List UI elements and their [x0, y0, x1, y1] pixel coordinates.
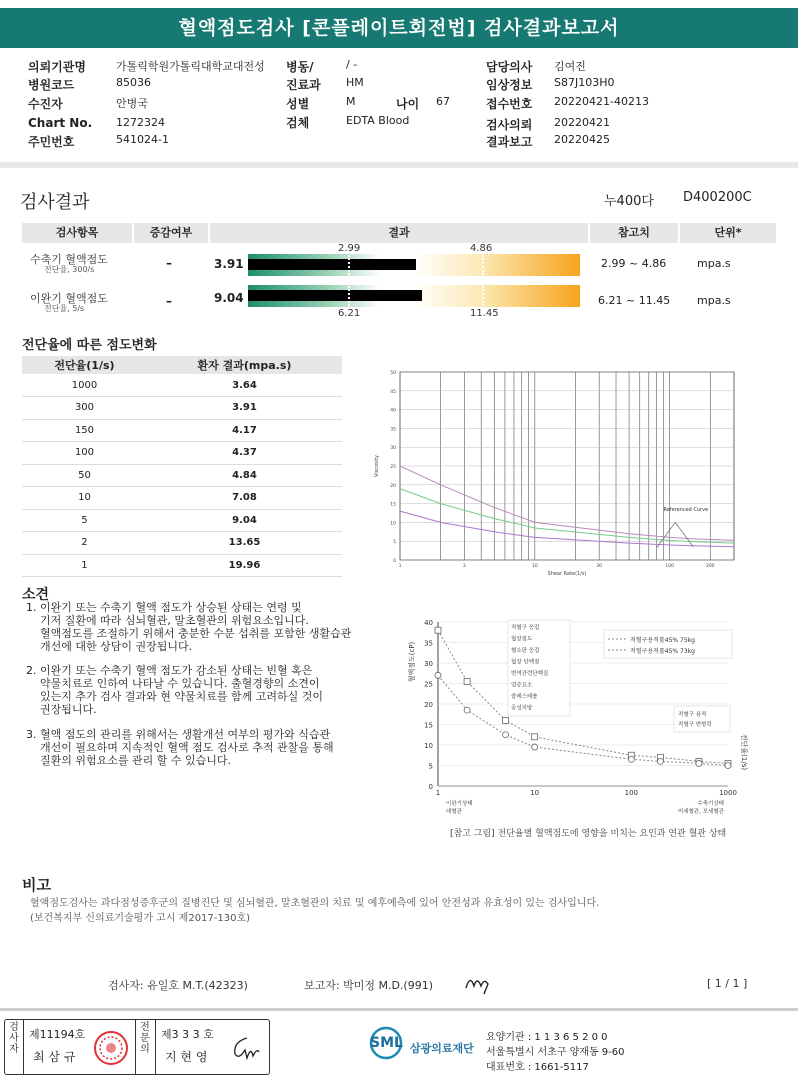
- shear-rate-cell: 150: [22, 419, 147, 442]
- row2-flag: –: [166, 294, 172, 308]
- data-point: [725, 763, 731, 769]
- value-ward: / -: [346, 58, 358, 71]
- row2-reference: 6.21 ~ 11.45: [598, 294, 671, 307]
- row2-sub: 전단율, 5/s: [44, 304, 85, 313]
- logo-text: SML: [370, 1035, 403, 1051]
- test-code: D400200C: [683, 190, 752, 205]
- y-tick-label: 50: [390, 371, 396, 376]
- value-department: HM: [346, 76, 364, 89]
- note-heading: 비고: [22, 876, 51, 894]
- label-ward: 병동/: [286, 60, 314, 74]
- remark-item: [26, 601, 351, 653]
- x-tick-label: 1: [435, 789, 441, 797]
- footer-separator: [0, 1008, 798, 1011]
- shear-rate-cell: 5: [22, 509, 147, 532]
- row1-flag: –: [166, 256, 172, 270]
- shear-rate-cell: 300: [22, 397, 147, 420]
- factor-item: 적혈구 용적: [678, 712, 707, 718]
- y-tick-label: 40: [390, 408, 396, 414]
- label-sex: 성별: [286, 97, 310, 111]
- factor-item: 혈소판 응집: [511, 648, 540, 654]
- label-specimen: 검체: [286, 116, 310, 130]
- results-heading: 검사결과: [20, 192, 90, 213]
- value-clinical-info: S87J103H0: [554, 76, 615, 89]
- factor-box-2: [674, 706, 730, 732]
- label-report-date: 결과보고: [486, 135, 533, 149]
- factor-item: 콜레스테롤: [511, 694, 538, 700]
- remark-line: 질환의 위험요소를 관리 할 수 있습니다.: [40, 754, 231, 767]
- tester-signature: 검사자: 유일호 M.T.(42323): [108, 979, 248, 992]
- header-unit: 단위*: [680, 223, 776, 243]
- label-clinical-info: 임상정보: [486, 78, 533, 92]
- y-tick-label: 25: [424, 680, 433, 689]
- data-point: [435, 672, 441, 678]
- row1-high-marker: [482, 255, 484, 275]
- y-tick-label: 40: [424, 619, 433, 627]
- y-tick-label: 10: [424, 742, 433, 750]
- value-receipt-no: 20220421-40213: [554, 95, 649, 108]
- x-axis-label: Shear Rate(1/s): [547, 571, 587, 577]
- y-tick-label: 35: [390, 427, 396, 433]
- shear-rate-cell: 50: [22, 464, 147, 487]
- remark-item: [26, 664, 323, 716]
- y-tick-label: 20: [390, 483, 396, 489]
- separator: [0, 162, 798, 168]
- reference-curve-label: Referenced Curve: [663, 507, 709, 514]
- series-line: [400, 466, 734, 540]
- row1-low-marker: [348, 255, 350, 275]
- label-institution: 의뢰기관명: [28, 60, 86, 74]
- data-point: [657, 758, 663, 764]
- red-seal-icon: [93, 1030, 129, 1066]
- shear-col-rate: 전단율(1/s): [22, 356, 147, 374]
- y-tick-label: 20: [424, 701, 433, 709]
- page-number: [ 1 / 1 ]: [707, 977, 748, 990]
- x-tick-label: 10: [531, 564, 538, 569]
- note-line-1: 혈액점도검사는 과다점성증후군의 질병진단 및 심뇌혈관, 말초혈관의 치료 및 예후예측에 있어 안전성과 유효성이 있는 검사입니다.: [30, 898, 600, 909]
- patient-result-cell: 4.37: [147, 442, 342, 465]
- patient-result-cell: 9.04: [147, 509, 342, 532]
- specialist-name: 지 현 영: [165, 1050, 208, 1064]
- row1-value-bar: [248, 259, 416, 270]
- remark-line: 기저 질환에 따라 심뇌혈관, 말초혈관의 위험요소입니다.: [40, 614, 309, 627]
- remark-line: 1. 이완기 또는 수축기 혈액 점도가 상승된 상태는 연령 및: [26, 601, 302, 614]
- data-point: [532, 744, 538, 750]
- data-point: [435, 627, 441, 633]
- label-specialist: 전문의: [140, 1022, 150, 1055]
- tester-name: 최 삼 규: [33, 1050, 76, 1064]
- shear-row: [22, 509, 342, 532]
- patient-info: [0, 54, 798, 158]
- y-tick-label: 10: [390, 521, 396, 527]
- report-title: 혈액점도검사 [콘플레이트회전법] 검사결과보고서: [0, 8, 798, 48]
- figure-caption: [참고 그림] 전단율별 혈액점도에 영향을 미치는 요인과 연관 혈관 상태: [450, 829, 727, 839]
- shear-table: [22, 356, 342, 577]
- x-tick-label: 10: [530, 789, 540, 797]
- shear-heading: 전단율에 따른 점도변화: [22, 338, 157, 353]
- remark-line: 혈액점도를 조절하기 위해서 충분한 수분 섭취를 포함한 생활습관: [40, 627, 352, 640]
- row1-value: 3.91: [214, 257, 244, 271]
- y-tick-label: 15: [424, 721, 433, 730]
- header-test-item: 검사항목: [22, 223, 132, 243]
- value-chart-no: 1272324: [116, 116, 165, 129]
- shear-row: [22, 532, 342, 555]
- row1-ref-high: 4.86: [470, 243, 493, 254]
- factor-item: 중성지방: [511, 705, 533, 712]
- side-axis-label: 전단율(1/s): [740, 733, 748, 771]
- factor-item: 변역관련단백질: [511, 671, 549, 677]
- factor-item: 혈장 단백질: [511, 659, 540, 666]
- shear-row: [22, 487, 342, 510]
- row1-sub: 전단율, 300/s: [44, 265, 95, 274]
- patient-result-cell: 19.96: [147, 554, 342, 577]
- x-tick-label: 3: [462, 564, 466, 569]
- factor-item: 염증요소: [511, 682, 533, 689]
- value-hospital-code: 85036: [116, 76, 151, 89]
- viscosity-curve-chart: [368, 366, 738, 578]
- value-institution: 가톨릭학원가톨릭대학교대전성: [116, 60, 265, 73]
- remarks-heading: 소견: [22, 587, 50, 603]
- label-department: 진료과: [286, 78, 321, 92]
- x-tick-label: 200: [705, 564, 715, 569]
- y-tick-label: 0: [393, 559, 396, 564]
- y-tick-label: 25: [390, 465, 396, 470]
- y-tick-label: 35: [424, 639, 433, 648]
- value-patient: 안병국: [116, 97, 148, 110]
- x-tick-label: 100: [665, 564, 674, 569]
- patient-result-cell: 13.65: [147, 532, 342, 555]
- legend-label: 적혈구용적률45% 73kg: [630, 648, 695, 655]
- label-age: 나이: [396, 97, 420, 111]
- label-tester: 검사자: [9, 1022, 19, 1055]
- factor-item: 적혈구 변형력: [678, 722, 712, 728]
- label-doctor: 담당의사: [486, 60, 533, 74]
- patient-result-cell: 4.84: [147, 464, 342, 487]
- y-axis-label: Viscosity: [374, 454, 380, 478]
- data-point: [464, 678, 470, 684]
- tester-license: 제11194호: [29, 1028, 86, 1041]
- y-tick-label: 45: [390, 389, 396, 395]
- shear-row: [22, 442, 342, 465]
- remark-line: 개선이 필요하며 지속적인 혈액 점도 검사로 추적 관찰을 통해: [40, 741, 334, 754]
- row2-value: 9.04: [214, 291, 244, 305]
- left-axis-note: 대혈관: [446, 809, 462, 815]
- legend-label: 적혈구용적률45% 75kg: [630, 637, 695, 644]
- patient-result-cell: 4.17: [147, 419, 342, 442]
- row1-reference: 2.99 ~ 4.86: [601, 257, 667, 270]
- shear-col-result: 환자 결과(mpa.s): [147, 356, 342, 374]
- y-tick-label: 5: [393, 540, 396, 546]
- header-result: 결과: [210, 223, 588, 243]
- factor-box: [508, 620, 570, 716]
- specialist-license: 제3 3 3 호: [161, 1028, 214, 1041]
- y-tick-label: 15: [390, 502, 396, 508]
- data-point: [696, 760, 702, 766]
- data-point: [503, 732, 509, 738]
- reference-curve-marker: [657, 522, 694, 548]
- value-doctor: 김여진: [554, 60, 586, 73]
- note-line-2: (보건복지부 신의료기술평가 고시 제2017-130호): [30, 913, 251, 924]
- label-resident-no: 주민번호: [28, 135, 75, 149]
- reference-figure-chart: [404, 614, 764, 822]
- data-point: [503, 717, 509, 723]
- remark-line: 있는지 추가 검사 결과와 현 약물치료를 함께 고려하실 것이: [40, 690, 323, 703]
- shear-rate-cell: 1000: [22, 374, 147, 397]
- shear-row: [22, 397, 342, 420]
- insurance-code: 누400다: [604, 194, 654, 209]
- data-point: [628, 756, 634, 762]
- specialist-signature: [227, 1032, 263, 1062]
- label-hospital-code: 병원코드: [28, 78, 75, 92]
- row2-high-marker: [482, 286, 484, 306]
- series-line: [400, 489, 734, 543]
- x-tick-label: 1000: [719, 789, 737, 797]
- remark-line: 개선에 대한 상담이 권장됩니다.: [40, 640, 193, 653]
- shear-row: [22, 419, 342, 442]
- reporter-signature: 보고자: 박미정 M.D.(991): [304, 979, 433, 992]
- shear-row: [22, 554, 342, 577]
- remark-line: 2. 이완기 또는 수축기 혈액 점도가 감소된 상태는 빈혈 혹은: [26, 664, 313, 677]
- header-flag: 증감여부: [134, 223, 208, 243]
- institution-code: 요양기관 : 1 1 3 6 5 2 0 0: [486, 1032, 608, 1043]
- handwritten-signature: [462, 968, 498, 996]
- y-tick-label: 0: [428, 783, 433, 791]
- remark-line: 3. 혈액 점도의 관리를 위해서는 생활개선 여부의 평가와 식습관: [26, 728, 331, 741]
- row2-ref-low: 6.21: [338, 308, 361, 319]
- row2-ref-high: 11.45: [470, 308, 499, 319]
- institution-phone: 대표번호 : 1661-5117: [486, 1062, 589, 1073]
- row2-name: 이완기 혈액점도: [30, 292, 108, 305]
- x-tick-label: 100: [624, 789, 639, 797]
- value-report-date: 20220425: [554, 133, 610, 146]
- shear-rate-cell: 1: [22, 554, 147, 577]
- label-receipt-no: 접수번호: [486, 97, 533, 111]
- patient-result-cell: 7.08: [147, 487, 342, 510]
- right-axis-note: 미세혈관, 모세혈관: [677, 809, 724, 815]
- y-tick-label: 30: [424, 660, 433, 668]
- header-reference: 참고치: [590, 223, 678, 243]
- row2-unit: mpa.s: [697, 294, 731, 307]
- patient-result-cell: 3.64: [147, 374, 342, 397]
- row2-value-bar: [248, 290, 422, 301]
- x-tick-label: 30: [596, 564, 603, 569]
- value-sex: M: [346, 95, 356, 108]
- remark-line: 약물치료로 인하여 나타날 수 있습니다. 출혈경향의 소견이: [40, 677, 320, 690]
- x-tick-label: 1: [398, 564, 402, 569]
- shear-row: [22, 464, 342, 487]
- shear-rate-cell: 2: [22, 532, 147, 555]
- row1-name: 수축기 혈액점도: [30, 253, 108, 266]
- remark-item: [26, 728, 334, 767]
- organization-name: 삼광의료재단: [410, 1042, 474, 1055]
- value-specimen: EDTA Blood: [346, 114, 410, 127]
- label-chart-no: Chart No.: [28, 116, 93, 130]
- shear-row: [22, 374, 342, 397]
- label-patient: 수진자: [28, 97, 63, 111]
- factor-item: 혈장점도: [511, 636, 533, 643]
- row1-ref-low: 2.99: [338, 243, 361, 254]
- data-point: [532, 734, 538, 740]
- institution-address: 서울특별시 서초구 양재동 9-60: [486, 1047, 625, 1058]
- y-tick-label: 5: [428, 762, 433, 771]
- factor-item: 적혈구 응집: [511, 625, 540, 631]
- left-axis-note: 이완기상태: [446, 801, 473, 807]
- remark-line: 권장됩니다.: [40, 703, 97, 716]
- value-age: 67: [436, 95, 450, 108]
- value-resident-no: 541024-1: [116, 133, 169, 146]
- right-axis-note: 수축기상태: [697, 801, 724, 807]
- y-axis-label: 혈액점도(cP): [408, 641, 416, 683]
- value-request-date: 20220421: [554, 116, 610, 129]
- data-point: [464, 707, 470, 713]
- shear-rate-cell: 10: [22, 487, 147, 510]
- row2-low-marker: [348, 286, 350, 306]
- y-tick-label: 30: [390, 446, 396, 452]
- patient-result-cell: 3.91: [147, 397, 342, 420]
- label-request-date: 검사의뢰: [486, 118, 533, 132]
- certification-stamps: [4, 1019, 270, 1075]
- shear-rate-cell: 100: [22, 442, 147, 465]
- row1-unit: mpa.s: [697, 257, 731, 270]
